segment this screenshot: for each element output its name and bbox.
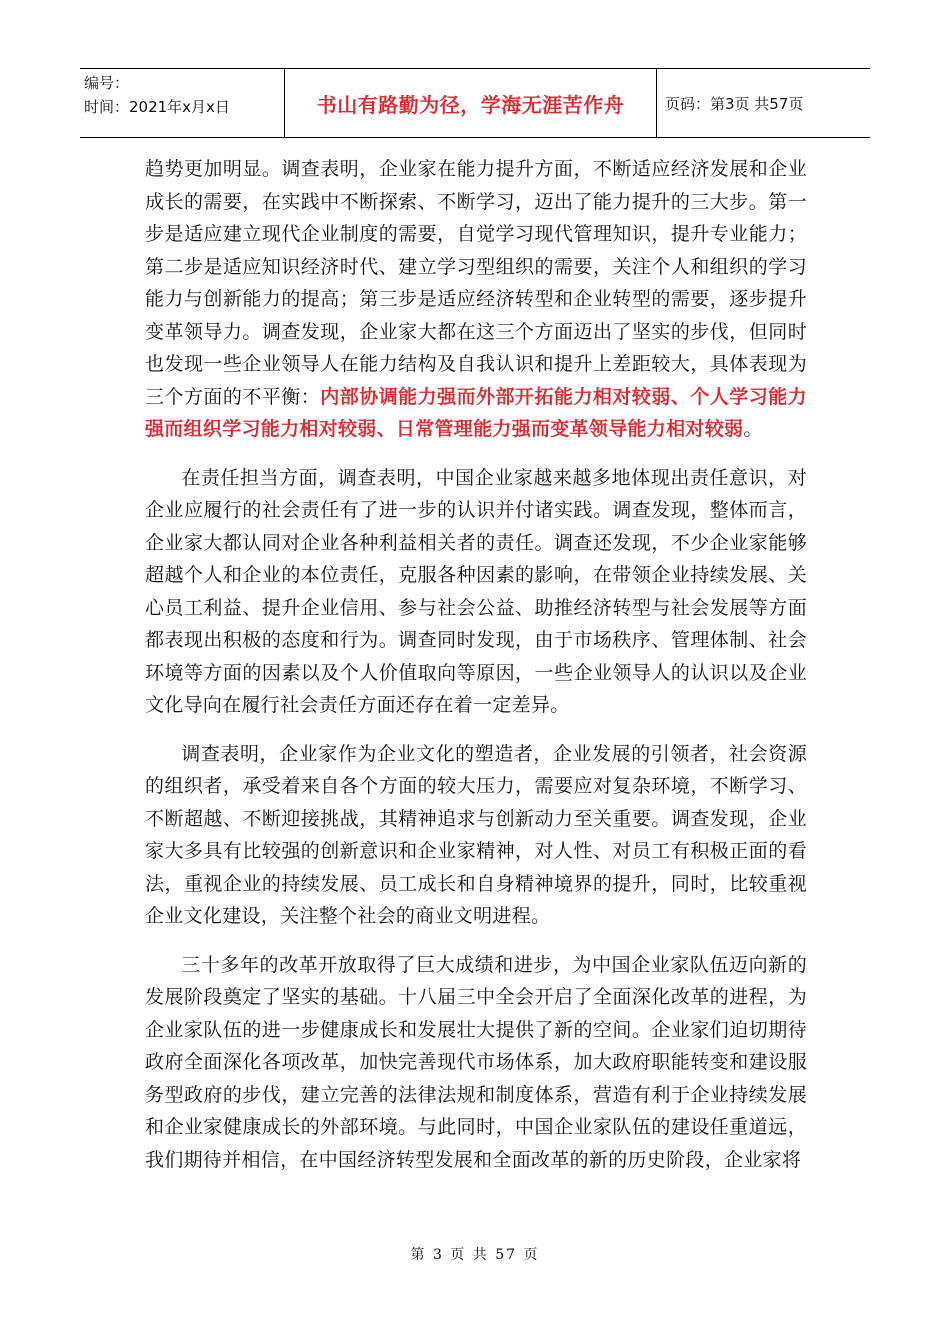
document-number: 编号： — [84, 74, 130, 92]
highlighted-text: 内部协调能力强而外部开拓能力相对较弱、个人学习能力强而组织学习能力相对较弱、日常管理能力强而变革领导能力相对较弱 — [145, 385, 807, 440]
document-date: 时间：2021年x月x日 — [84, 98, 230, 116]
header-table — [80, 68, 870, 138]
paragraph-3 — [145, 738, 807, 933]
paragraph-4-text: 三十多年的改革开放取得了巨大成绩和进步，为中国企业家队伍迈向新的发展阶段奠定了坚实的基础。十八届三中全会开启了全面深化改革的进程，为企业家队伍的进一步健康成长和发展壮大提供了新的空间。企业家们迫切期待政府全面深化各项改革，加快完善现代市场体系，加大政府职能转变和建设服务型政府的步伐，建立完善的法律法规和制度体系，营造有利于企业持续发展和企业家健康成长的外部环境。与此同时，中国企业家队伍的建设任重道远，我们期待并相信，在中国经济转型发展和全面改革的新的历史阶段，企业家将 — [145, 953, 807, 1171]
page-footer: 第 3 页 共 57 页 — [410, 1247, 540, 1263]
paragraph-4 — [145, 949, 807, 1177]
paragraph-1-end: 。 — [743, 418, 763, 440]
body-text — [145, 153, 807, 1176]
paragraph-2-text: 在责任担当方面，调查表明，中国企业家越来越多地体现出责任意识，对企业应履行的社会责任有了进一步的认识并付诸实践。调查发现，整体而言，企业家大都认同对企业各种利益相关者的责任。调查还发现，不少企业家能够超越个人和企业的本位责任，克服各种因素的影响，在带领企业持续发展、关心员工利益、提升企业信用、参与社会公益、助推经济转型与社会发展等方面都表现出积极的态度和行为。调查同时发现，由于市场秩序、管理体制、社会环境等方面的因素以及个人价值取向等原因，一些企业领导人的认识以及企业文化导向在履行社会责任方面还存在着一定差异。 — [145, 466, 807, 716]
paragraph-3-text: 调查表明，企业家作为企业文化的塑造者，企业发展的引领者，社会资源的组织者，承受着来自各个方面的较大压力，需要应对复杂环境，不断学习、不断超越、不断迎接挑战，其精神追求与创新动力至关重要。调查发现，企业家大多具有比较强的创新意识和企业家精神，对人性、对员工有积极正面的看法，重视企业的持续发展、员工成长和自身精神境界的提升，同时，比较重视企业文化建设，关注整个社会的商业文明进程。 — [145, 742, 807, 927]
paragraph-2 — [145, 462, 807, 722]
paragraph-1-text: 趋势更加明显。调查表明，企业家在能力提升方面，不断适应经济发展和企业成长的需要，在实践中不断探索、不断学习，迈出了能力提升的三大步。第一步是适应建立现代企业制度的需要，自觉学习现代管理知识，提升专业能力；第二步是适应知识经济时代、建立学习型组织的需要，关注个人和组织的学习能力与创新能力的提高；第三步是适应经济转型和企业转型的需要，逐步提升变革领导力。调查发现，企业家大都在这三个方面迈出了坚实的步伐，但同时也发现一些企业领导人在能力结构及自我认识和提升上差距较大，具体表现为三个方面的不平衡： — [145, 158, 807, 408]
header-page-info: 页码：第3页 共57页 — [665, 94, 804, 113]
paragraph-1 — [145, 153, 807, 446]
header-motto: 书山有路勤为径，学海无涯苦作舟 — [284, 69, 657, 137]
header-meta-cell — [80, 69, 284, 137]
